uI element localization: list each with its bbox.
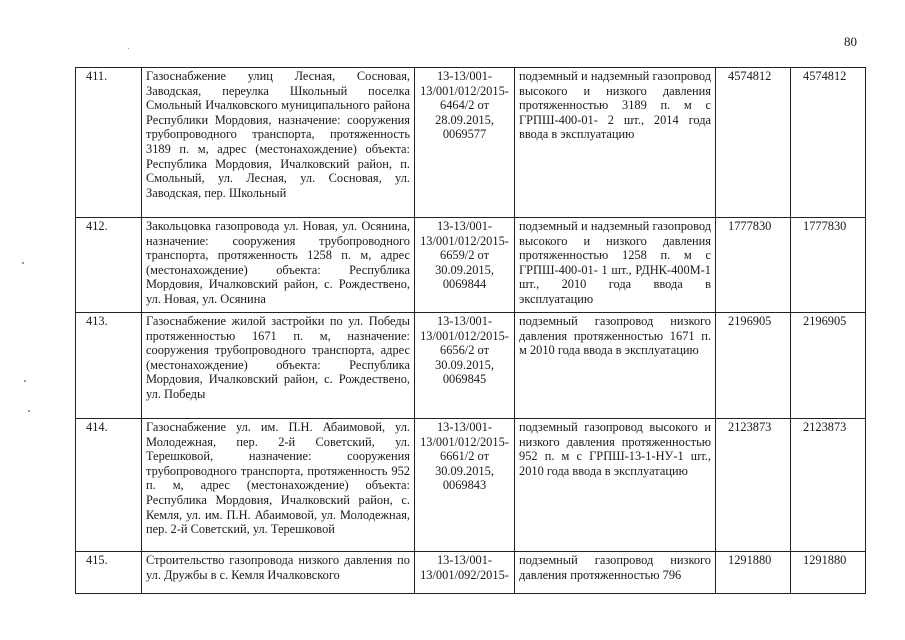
object-description: подземный газопровод низкого давления протяженностью 796 bbox=[515, 552, 716, 594]
value-cell: 2123873 bbox=[791, 419, 866, 552]
row-number: 414. bbox=[76, 419, 142, 552]
scan-speck bbox=[24, 380, 26, 382]
scan-speck bbox=[128, 48, 129, 49]
object-description: подземный газопровод высокого и низкого давления протяженностью 952 п. м с ГРПШ-13-1-НУ-1 шт., 2010 года ввода в эксплуатацию bbox=[515, 419, 716, 552]
value-cell: 1777830 bbox=[716, 218, 791, 313]
registration-line: 28.09.2015, bbox=[435, 112, 494, 127]
object-description: подземный и надземный газопровод высокого и низкого давления протяженностью 1258 п. м с ГРПШ-400-01- 1 шт., РДНК-400М-1 шт., 2010 года ввода в эксплуатацию bbox=[515, 218, 716, 313]
scan-speck bbox=[22, 262, 24, 264]
registration-line: 13-13/001- bbox=[436, 219, 493, 233]
registration-line: 6661/2 от bbox=[440, 449, 489, 464]
registration-line: 0069845 bbox=[442, 372, 487, 387]
table-row bbox=[76, 419, 866, 552]
value-cell: 1291880 bbox=[791, 552, 866, 594]
row-number: 412. bbox=[76, 218, 142, 313]
registration-line: 13/001/012/2015- bbox=[420, 83, 509, 98]
object-name: Газоснабжение жилой застройки по ул. Победы протяженностью 1671 п. м, назначение: сооружения трубопроводного транспорта, адрес (местонахождение) объекта: Республика Мордовия, Ичалковский район, с. Рождествено, ул. Победы bbox=[142, 313, 415, 419]
row-number: 411. bbox=[76, 68, 142, 218]
property-register-table bbox=[75, 67, 866, 594]
object-name: Строительство газопровода низкого давления по ул. Дружбы в с. Кемля Ичалковского bbox=[142, 552, 415, 594]
registration-line: 13-13/001- bbox=[436, 553, 493, 567]
table-row bbox=[76, 218, 866, 313]
registration-line: 0069843 bbox=[442, 478, 487, 493]
row-number: 413. bbox=[76, 313, 142, 419]
registration-line: 6656/2 от bbox=[440, 343, 489, 358]
table-row bbox=[76, 68, 866, 218]
object-name: Газоснабжение ул. им. П.Н. Абаимовой, ул. Молодежная, пер. 2-й Советский, ул. Терешковой, назначение: сооружения трубопроводного транспорта, протяженность 952 п. м, адрес (местонахождение) объекта: Республика Мордовия, Ичалковский район, с. Кемля, ул. им. П.Н. Абаимовой, ул. Молодежная, пер. 2-й Советский, ул. Терешковой bbox=[142, 419, 415, 552]
value-cell: 1777830 bbox=[791, 218, 866, 313]
registration-line: 0069844 bbox=[442, 277, 487, 292]
registration-line: 13-13/001- bbox=[436, 420, 493, 434]
registration-line: 13/001/012/2015- bbox=[420, 328, 509, 343]
object-name: Газоснабжение улиц Лесная, Сосновая, Заводская, переулка Школьный поселка Смольный Ичалковского муниципального района Республики Мордовия, назначение: сооружения трубопроводного транспорта, протяженность 3189 п. м, адрес (местонахождение) объекта: Республика Мордовия, Ичалковский район, п. Смольный, ул. Лесная, ул. Сосновая, ул. Заводская, пер. Школьный bbox=[142, 68, 415, 218]
registration-line: 13/001/012/2015- bbox=[420, 233, 509, 248]
registration-line: 13-13/001- bbox=[436, 314, 493, 328]
value-cell: 2123873 bbox=[716, 419, 791, 552]
registration-line: 13-13/001- bbox=[436, 69, 493, 83]
registration-record bbox=[415, 68, 515, 218]
value-cell: 4574812 bbox=[716, 68, 791, 218]
registration-record bbox=[415, 313, 515, 419]
row-number: 415. bbox=[76, 552, 142, 594]
object-name: Закольцовка газопровода ул. Новая, ул. Осянина, назначение: сооружения трубопроводного транспорта, протяженность 1258 п. м, адрес (местонахождение) объекта: Республика Мордовия, Ичалковский район, с. Рождествено, ул. Новая, ул. Осянина bbox=[142, 218, 415, 313]
registration-record bbox=[415, 218, 515, 313]
registration-record bbox=[415, 552, 515, 594]
value-cell: 2196905 bbox=[716, 313, 791, 419]
object-description: подземный газопровод низкого давления протяженностью 1671 п. м 2010 года ввода в эксплуатацию bbox=[515, 313, 716, 419]
value-cell: 4574812 bbox=[791, 68, 866, 218]
value-cell: 2196905 bbox=[791, 313, 866, 419]
registration-line: 0069577 bbox=[442, 127, 487, 142]
table-row bbox=[76, 552, 866, 594]
registration-line: 13/001/092/2015- bbox=[420, 567, 509, 582]
scan-speck bbox=[28, 410, 30, 412]
registration-record bbox=[415, 419, 515, 552]
registration-line: 30.09.2015, bbox=[435, 463, 494, 478]
registration-line: 6464/2 от bbox=[440, 98, 489, 113]
registration-line: 6659/2 от bbox=[440, 248, 489, 263]
registration-line: 30.09.2015, bbox=[435, 357, 494, 372]
object-description: подземный и надземный газопровод высокого и низкого давления протяженностью 3189 п. м с ГРПШ-400-01- 2 шт., 2014 года ввода в эксплуатацию bbox=[515, 68, 716, 218]
registration-line: 13/001/012/2015- bbox=[420, 434, 509, 449]
registration-line: 30.09.2015, bbox=[435, 262, 494, 277]
page-number: 80 bbox=[844, 34, 857, 49]
value-cell: 1291880 bbox=[716, 552, 791, 594]
table-row bbox=[76, 313, 866, 419]
